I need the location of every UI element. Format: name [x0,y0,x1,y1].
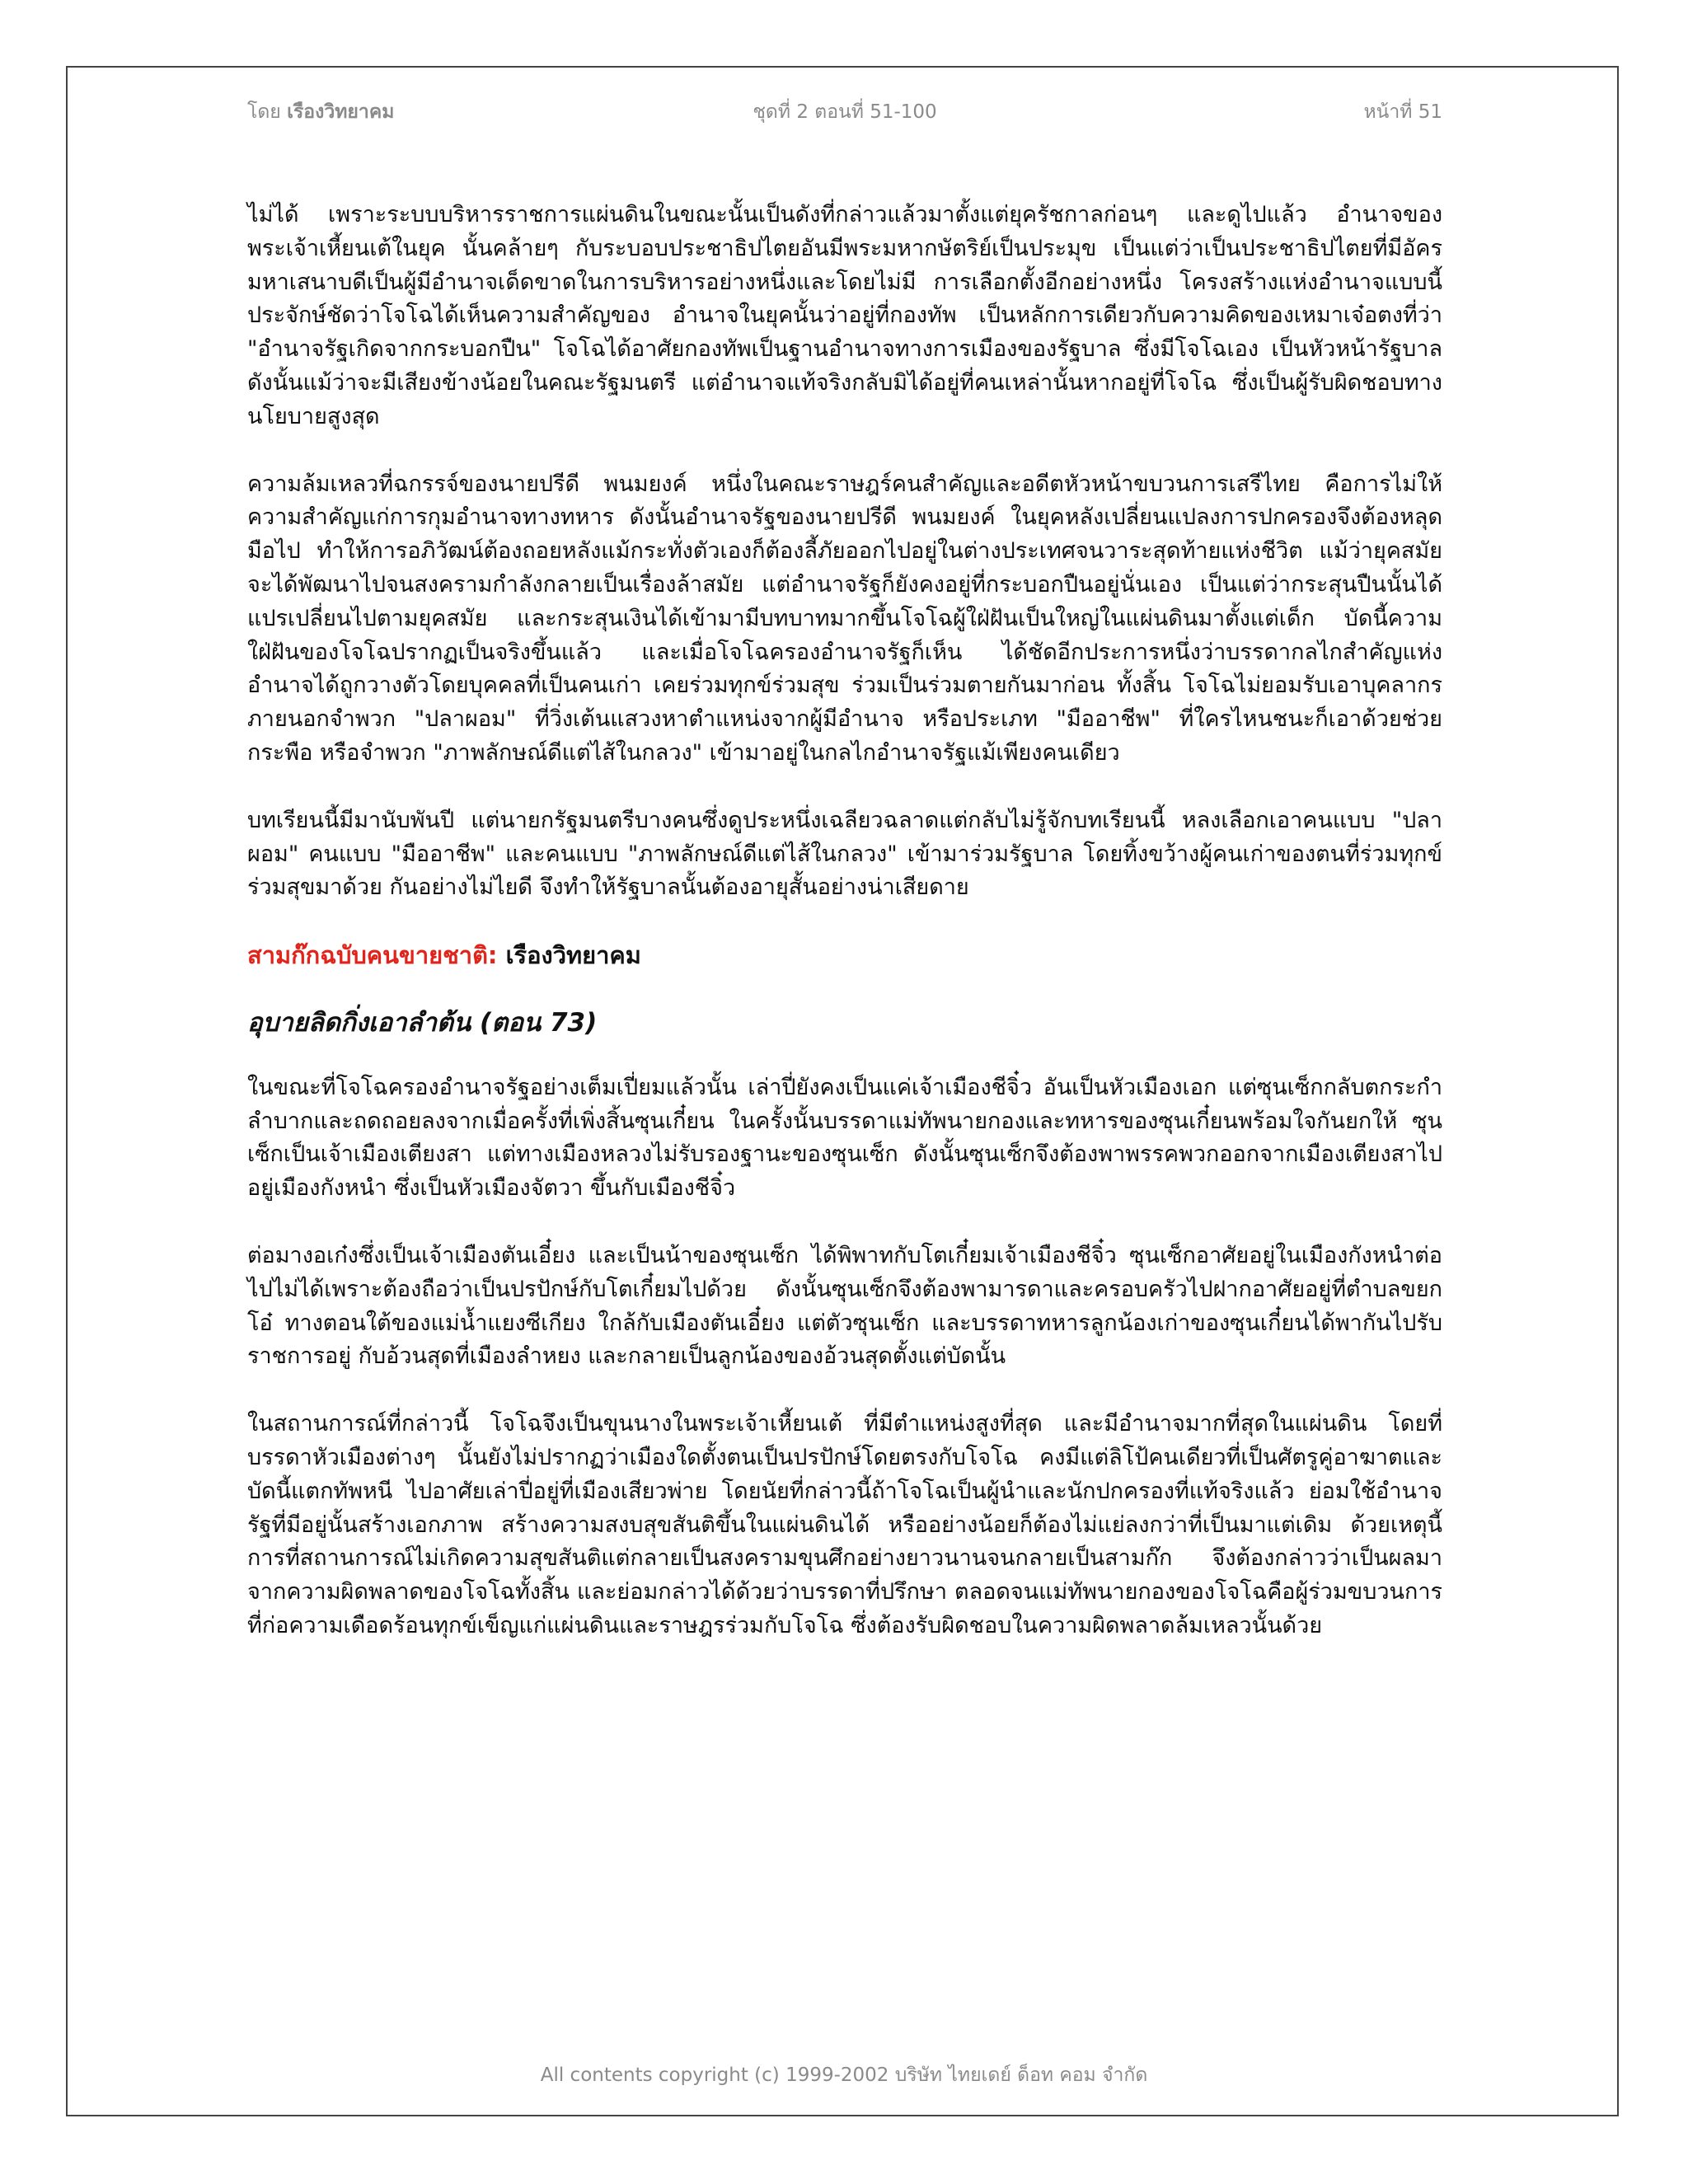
section-title-highlight: สามก๊กฉบับคนขายชาติ: [247,941,498,970]
copyright-footer: All contents copyright (c) 1999-2002 บริษัท ไทยเดย์ ด็อท คอม จำกัด [540,2064,1148,2086]
header-author-name: เรืองวิทยาคม [287,101,395,123]
paragraph: ต่อมางอเก๋งซึ่งเป็นเจ้าเมืองตันเอี๋ยง และเป็นน้าของซุนเซ็ก ได้พิพาทกับโตเกี๋ยมเจ้าเมืองชีจิ๋ว ซุนเซ็กอาศัยอยู่ในเมืองกังหนำต่อไปไม่ได้เพราะต้องถือว่าเป็นปรปักษ์กับโตเกี๋ยมไปด้วย ดังนั้นซุนเซ็กจึงต้องพามารดาและครอบครัวไปฝากอาศัยอยู่ที่ตำบลขยกโอ๋ ทางตอนใต้ของแม่น้ำแยงซีเกียง ใกล้กับเมืองตันเอี๋ยง แต่ตัวซุนเซ็ก และบรรดาทหารลูกน้องเก่าของซุนเกี๋ยนได้พากันไปรับราชการอยู่ กับอ้วนสุดที่เมืองลำหยง และกลายเป็นลูกน้องของอ้วนสุดตั้งแต่บัดนั้น [247,1242,1442,1370]
section-heading [247,939,1442,972]
paragraph: ความล้มเหลวที่ฉกรรจ์ของนายปรีดี พนมยงค์ หนึ่งในคณะราษฎร์คนสำคัญและอดีตหัวหน้าขบวนการเสรีไทย คือการไม่ให้ความสำคัญแก่การกุมอำนาจทางทหาร ดังนั้นอำนาจรัฐของนายปรีดี พนมยงค์ ในยุคหลังเปลี่ยนแปลงการปกครองจึงต้องหลุดมือไป ทำให้การอภิวัฒน์ต้องถอยหลังแม้กระทั่งตัวเองก็ต้องลี้ภัยออกไปอยู่ในต่างประเทศจนวาระสุดท้ายแห่งชีวิต แม้ว่ายุคสมัยจะได้พัฒนาไปจนสงครามกำลังกลายเป็นเรื่องล้าสมัย แต่อำนาจรัฐก็ยังคงอยู่ที่กระบอกปืนอยู่นั่นเอง เป็นแต่ว่ากระสุนปืนนั้นได้แปรเปลี่ยนไปตามยุคสมัย และกระสุนเงินได้เข้ามามีบทบาทมากขึ้นโจโฉผู้ใฝ่ฝันเป็นใหญ่ในแผ่นดินมาตั้งแต่เด็ก บัดนี้ความใฝ่ฝันของโจโฉปรากฏเป็นจริงขึ้นแล้ว และเมื่อโจโฉครองอำนาจรัฐก็เห็น ได้ชัดอีกประการหนึ่งว่าบรรดากลไกสำคัญแห่งอำนาจได้ถูกวางตัวโดยบุคคลที่เป็นคนเก่า เคยร่วมทุกข์ร่วมสุข ร่วมเป็นร่วมตายกันมาก่อน ทั้งสิ้น โจโฉไม่ยอมรับเอาบุคลากรภายนอกจำพวก "ปลาผอม" ที่วิ่งเต้นแสวงหาตำแหน่งจากผู้มีอำนาจ หรือประเภท "มืออาชีพ" ที่ใครไหนชนะก็เอาด้วยช่วยกระพือ หรือจำพวก "ภาพลักษณ์ดีแต่ไส้ในกลวง" เข้ามาอยู่ในกลไกอำนาจรัฐแม้เพียงคนเดียว [247,471,1442,766]
page-header [247,97,1442,130]
paragraph: บทเรียนนี้มีมานับพันปี แต่นายกรัฐมนตรีบางคนซึ่งดูประหนึ่งเฉลียวฉลาดแต่กลับไม่รู้จักบทเรียนนี้ หลงเลือกเอาคนแบบ "ปลาผอม" คนแบบ "มืออาชีพ" และคนแบบ "ภาพลักษณ์ดีแต่ไส้ในกลวง" เข้ามาร่วมรัฐบาล โดยทิ้งขว้างผู้คนเก่าของตนที่ร่วมทุกข์ร่วมสุขมาด้วย กันอย่างไม่ไยดี จึงทำให้รัฐบาลนั้นต้องอายุสั้นอย่างน่าเสียดาย [247,807,1442,901]
paragraph: ในสถานการณ์ที่กล่าวนี้ โจโฉจึงเป็นขุนนางในพระเจ้าเหี้ยนเต้ ที่มีตำแหน่งสูงที่สุด และมีอำนาจมากที่สุดในแผ่นดิน โดยที่บรรดาหัวเมืองต่างๆ นั้นยังไม่ปรากฏว่าเมืองใดตั้งตนเป็นปรปักษ์โดยตรงกับโจโฉ คงมีแต่ลิโป้คนเดียวที่เป็นศัตรูคู่อาฆาตและบัดนี้แตกทัพหนี ไปอาศัยเล่าปี่อยู่ที่เมืองเสียวพ่าย โดยนัยที่กล่าวนี้ถ้าโจโฉเป็นผู้นำและนักปกครองที่แท้จริงแล้ว ย่อมใช้อำนาจรัฐที่มีอยู่นั้นสร้างเอกภาพ สร้างความสงบสุขสันติขึ้นในแผ่นดินได้ หรืออย่างน้อยก็ต้องไม่แย่ลงกว่าที่เป็นมาแต่เดิม ด้วยเหตุนี้การที่สถานการณ์ไม่เกิดความสุขสันติแต่กลายเป็นสงครามขุนศึกอย่างยาวนานจนกลายเป็นสามก๊ก จึงต้องกล่าวว่าเป็นผลมาจากความผิดพลาดของโจโฉทั้งสิ้น และย่อมกล่าวได้ด้วยว่าบรรดาที่ปรึกษา ตลอดจนแม่ทัพนายกองของโจโฉคือผู้ร่วมขบวนการที่ก่อความเดือดร้อนทุกข์เข็ญแก่แผ่นดินและราษฎรร่วมกับโจโฉ ซึ่งต้องรับผิดชอบในความผิดพลาดล้มเหลวนั้นด้วย [247,1411,1442,1638]
paragraph: ไม่ได้ เพราะระบบบริหารราชการแผ่นดินในขณะนั้นเป็นดังที่กล่าวแล้วมาตั้งแต่ยุครัชกาลก่อนๆ และดูไปแล้ว อำนาจของพระเจ้าเหี้ยนเต้ในยุค นั้นคล้ายๆ กับระบอบประชาธิปไตยอันมีพระมหากษัตริย์เป็นประมุข เป็นแต่ว่าเป็นประชาธิปไตยที่มีอัครมหาเสนาบดีเป็นผู้มีอำนาจเด็ดขาดในการบริหารอย่างหนึ่งและโดยไม่มี การเลือกตั้งอีกอย่างหนึ่ง โครงสร้างแห่งอำนาจแบบนี้ประจักษ์ชัดว่าโจโฉได้เห็นความสำคัญของ อำนาจในยุคนั้นว่าอยู่ที่กองทัพ เป็นหลักการเดียวกับความคิดของเหมาเจ๋อตงที่ว่า "อำนาจรัฐเกิดจากกระบอกปืน" โจโฉได้อาศัยกองทัพเป็นฐานอำนาจทางการเมืองของรัฐบาล ซึ่งมีโจโฉเอง เป็นหัวหน้ารัฐบาล ดังนั้นแม้ว่าจะมีเสียงข้างน้อยในคณะรัฐมนตรี แต่อำนาจแท้จริงกลับมิได้อยู่ที่คนเหล่านั้นหากอยู่ที่โจโฉ ซึ่งเป็นผู้รับผิดชอบทางนโยบายสูงสุด [247,202,1442,429]
episode-title: อุบายลิดกิ่งเอาลำต้น (ตอน 73) [247,1007,598,1038]
header-series: ชุดที่ 2 ตอนที่ 51-100 [753,101,937,123]
header-page-number: หน้าที่ 51 [1363,101,1442,123]
article-body [247,199,1442,1677]
paragraph: ในขณะที่โจโฉครองอำนาจรัฐอย่างเต็มเปี่ยมแล้วนั้น เล่าปี่ยังคงเป็นแค่เจ้าเมืองชีจิ๋ว อันเป็นหัวเมืองเอก แต่ซุนเซ็กกลับตกระกำลำบากและถดถอยลงจากเมื่อครั้งที่เพิ่งสิ้นซุนเกี๋ยน ในครั้งนั้นบรรดาแม่ทัพนายกองและทหารของซุนเกี๋ยนพร้อมใจกันยกให้ ซุนเซ็กเป็นเจ้าเมืองเตียงสา แต่ทางเมืองหลวงไม่รับรองฐานะของซุนเซ็ก ดังนั้นซุนเซ็กจึงต้องพาพรรคพวกออกจากเมืองเตียงสาไปอยู่เมืองกังหนำ ซึ่งเป็นหัวเมืองจัตวา ขึ้นกับเมืองชีจิ๋ว [247,1074,1442,1202]
section-title-author: เรืองวิทยาคม [505,941,641,970]
header-author-prefix: โดย [247,101,281,123]
